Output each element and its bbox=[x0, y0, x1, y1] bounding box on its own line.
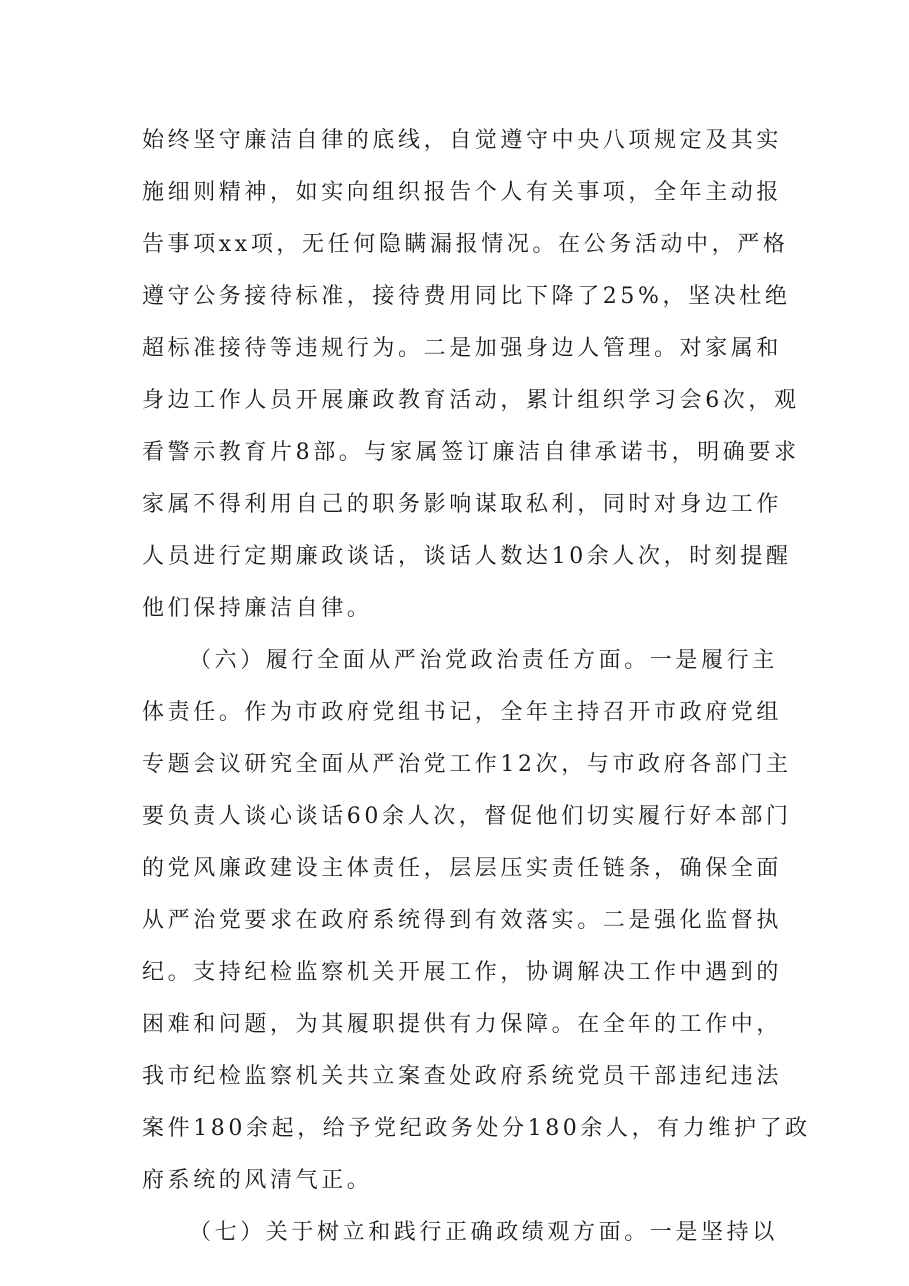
text-line: 的党风廉政建设主体责任，层层压实责任链条，确保全面 bbox=[142, 856, 783, 881]
text-line: 告事项xx项，无任何隐瞒漏报情况。在公务活动中，严格 bbox=[142, 232, 789, 257]
text-line: 案件180余起，给予党纪政务处分180余人，有力维护了政 bbox=[142, 1116, 811, 1141]
text-line: 困难和问题，为其履职提供有力保障。在全年的工作中， bbox=[142, 1012, 783, 1037]
paragraph-six-heading-line: （六）履行全面从严治党政治责任方面。一是履行主 bbox=[189, 648, 778, 673]
text-line: 体责任。作为市政府党组书记，全年主持召开市政府党组 bbox=[142, 700, 783, 725]
text-line: 遵守公务接待标准，接待费用同比下降了25%，坚决杜绝 bbox=[142, 284, 791, 309]
text-line: 始终坚守廉洁自律的底线，自觉遵守中央八项规定及其实 bbox=[142, 128, 783, 153]
text-line: 家属不得利用自己的职务影响谋取私利，同时对身边工作 bbox=[142, 492, 783, 517]
text-line: 看警示教育片8部。与家属签订廉洁自律承诺书，明确要求 bbox=[142, 440, 800, 465]
text-line: 专题会议研究全面从严治党工作12次，与市政府各部门主 bbox=[142, 752, 792, 777]
text-line: 身边工作人员开展廉政教育活动，累计组织学习会6次，观 bbox=[142, 388, 800, 413]
paragraph-seven-heading-line: （七）关于树立和践行正确政绩观方面。一是坚持以 bbox=[189, 1220, 778, 1245]
text-line: 从严治党要求在政府系统得到有效落实。二是强化监督执 bbox=[142, 908, 783, 933]
text-line: 要负责人谈心谈话60余人次，督促他们切实履行好本部门 bbox=[142, 804, 792, 829]
text-line: 他们保持廉洁自律。 bbox=[142, 596, 373, 621]
text-line: 人员进行定期廉政谈话，谈话人数达10余人次，时刻提醒 bbox=[142, 544, 792, 569]
text-line: 纪。支持纪检监察机关开展工作，协调解决工作中遇到的 bbox=[142, 960, 783, 985]
text-line: 府系统的风清气正。 bbox=[142, 1168, 373, 1193]
text-line: 施细则精神，如实向组织报告个人有关事项，全年主动报 bbox=[142, 180, 783, 205]
text-line: 超标准接待等违规行为。二是加强身边人管理。对家属和 bbox=[142, 336, 783, 361]
text-line: 我市纪检监察机关共立案查处政府系统党员干部违纪违法 bbox=[142, 1064, 783, 1089]
